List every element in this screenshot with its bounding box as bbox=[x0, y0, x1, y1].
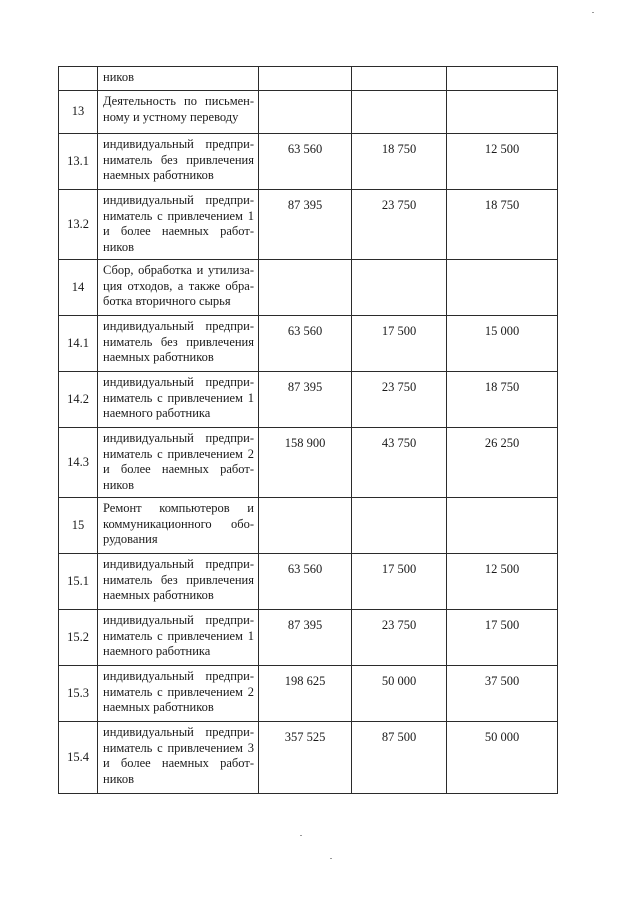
row-number: 15.2 bbox=[59, 610, 98, 666]
value-col-1 bbox=[259, 67, 352, 91]
value-col-1: 198 625 bbox=[259, 666, 352, 722]
value-col-3 bbox=[447, 498, 558, 554]
value-col-2: 23 750 bbox=[352, 610, 447, 666]
value-col-2: 23 750 bbox=[352, 190, 447, 260]
value-col-2: 23 750 bbox=[352, 372, 447, 428]
table-row bbox=[59, 610, 558, 666]
value-col-1: 87 395 bbox=[259, 190, 352, 260]
table-row bbox=[59, 372, 558, 428]
value-col-2: 18 750 bbox=[352, 134, 447, 190]
row-description: индивидуальный предпри-ниматель без привлечения наемных работников bbox=[98, 316, 259, 372]
value-col-2 bbox=[352, 67, 447, 91]
value-col-3: 18 750 bbox=[447, 372, 558, 428]
row-description: ников bbox=[98, 67, 259, 91]
scan-speck bbox=[592, 12, 594, 13]
row-number bbox=[59, 67, 98, 91]
row-description: индивидуальный предпри-ниматель с привлечением 1 и более наемных работ-ников bbox=[98, 190, 259, 260]
value-col-1: 63 560 bbox=[259, 316, 352, 372]
row-description: индивидуальный предпри-ниматель с привлечением 2 и более наемных работ-ников bbox=[98, 428, 259, 498]
value-col-2 bbox=[352, 498, 447, 554]
value-col-3: 12 500 bbox=[447, 554, 558, 610]
value-col-3 bbox=[447, 260, 558, 316]
row-number: 14.3 bbox=[59, 428, 98, 498]
row-description: индивидуальный предпри-ниматель без привлечения наемных работников bbox=[98, 554, 259, 610]
table-row bbox=[59, 316, 558, 372]
value-col-2: 17 500 bbox=[352, 554, 447, 610]
value-col-3: 37 500 bbox=[447, 666, 558, 722]
table-row bbox=[59, 91, 558, 134]
row-number: 15.1 bbox=[59, 554, 98, 610]
value-col-2 bbox=[352, 260, 447, 316]
row-description: Деятельность по письмен-ному и устному переводу bbox=[98, 91, 259, 134]
value-col-1: 87 395 bbox=[259, 372, 352, 428]
value-col-2: 87 500 bbox=[352, 722, 447, 794]
row-description: Ремонт компьютеров и коммуникационного обо-рудования bbox=[98, 498, 259, 554]
table-row bbox=[59, 498, 558, 554]
row-number: 13.2 bbox=[59, 190, 98, 260]
row-description: индивидуальный предпри-ниматель с привлечением 1 наемного работника bbox=[98, 610, 259, 666]
table-row bbox=[59, 428, 558, 498]
table-row bbox=[59, 666, 558, 722]
value-col-3 bbox=[447, 91, 558, 134]
scan-speck bbox=[330, 858, 332, 859]
table-row bbox=[59, 190, 558, 260]
row-description: индивидуальный предпри-ниматель без привлечения наемных работников bbox=[98, 134, 259, 190]
tariff-table bbox=[58, 66, 558, 794]
table-row bbox=[59, 722, 558, 794]
row-description: Сбор, обработка и утилиза-ция отходов, а также обра-ботка вторичного сырья bbox=[98, 260, 259, 316]
row-number: 14.2 bbox=[59, 372, 98, 428]
row-number: 14.1 bbox=[59, 316, 98, 372]
table-row bbox=[59, 554, 558, 610]
table-row bbox=[59, 134, 558, 190]
value-col-2: 17 500 bbox=[352, 316, 447, 372]
value-col-3: 17 500 bbox=[447, 610, 558, 666]
row-description: индивидуальный предпри-ниматель с привлечением 1 наемного работника bbox=[98, 372, 259, 428]
row-number: 13.1 bbox=[59, 134, 98, 190]
row-number: 14 bbox=[59, 260, 98, 316]
row-number: 13 bbox=[59, 91, 98, 134]
scan-speck bbox=[300, 835, 302, 836]
value-col-1: 63 560 bbox=[259, 554, 352, 610]
table-row bbox=[59, 67, 558, 91]
row-number: 15.4 bbox=[59, 722, 98, 794]
value-col-1: 357 525 bbox=[259, 722, 352, 794]
value-col-2: 50 000 bbox=[352, 666, 447, 722]
value-col-3: 12 500 bbox=[447, 134, 558, 190]
row-number: 15 bbox=[59, 498, 98, 554]
value-col-1: 158 900 bbox=[259, 428, 352, 498]
value-col-1: 87 395 bbox=[259, 610, 352, 666]
value-col-2: 43 750 bbox=[352, 428, 447, 498]
row-description: индивидуальный предпри-ниматель с привлечением 3 и более наемных работ-ников bbox=[98, 722, 259, 794]
value-col-1 bbox=[259, 498, 352, 554]
table-row bbox=[59, 260, 558, 316]
value-col-3 bbox=[447, 67, 558, 91]
value-col-3: 15 000 bbox=[447, 316, 558, 372]
value-col-3: 50 000 bbox=[447, 722, 558, 794]
value-col-1 bbox=[259, 260, 352, 316]
value-col-1 bbox=[259, 91, 352, 134]
row-description: индивидуальный предпри-ниматель с привлечением 2 наемных работников bbox=[98, 666, 259, 722]
value-col-2 bbox=[352, 91, 447, 134]
value-col-1: 63 560 bbox=[259, 134, 352, 190]
value-col-3: 26 250 bbox=[447, 428, 558, 498]
value-col-3: 18 750 bbox=[447, 190, 558, 260]
row-number: 15.3 bbox=[59, 666, 98, 722]
